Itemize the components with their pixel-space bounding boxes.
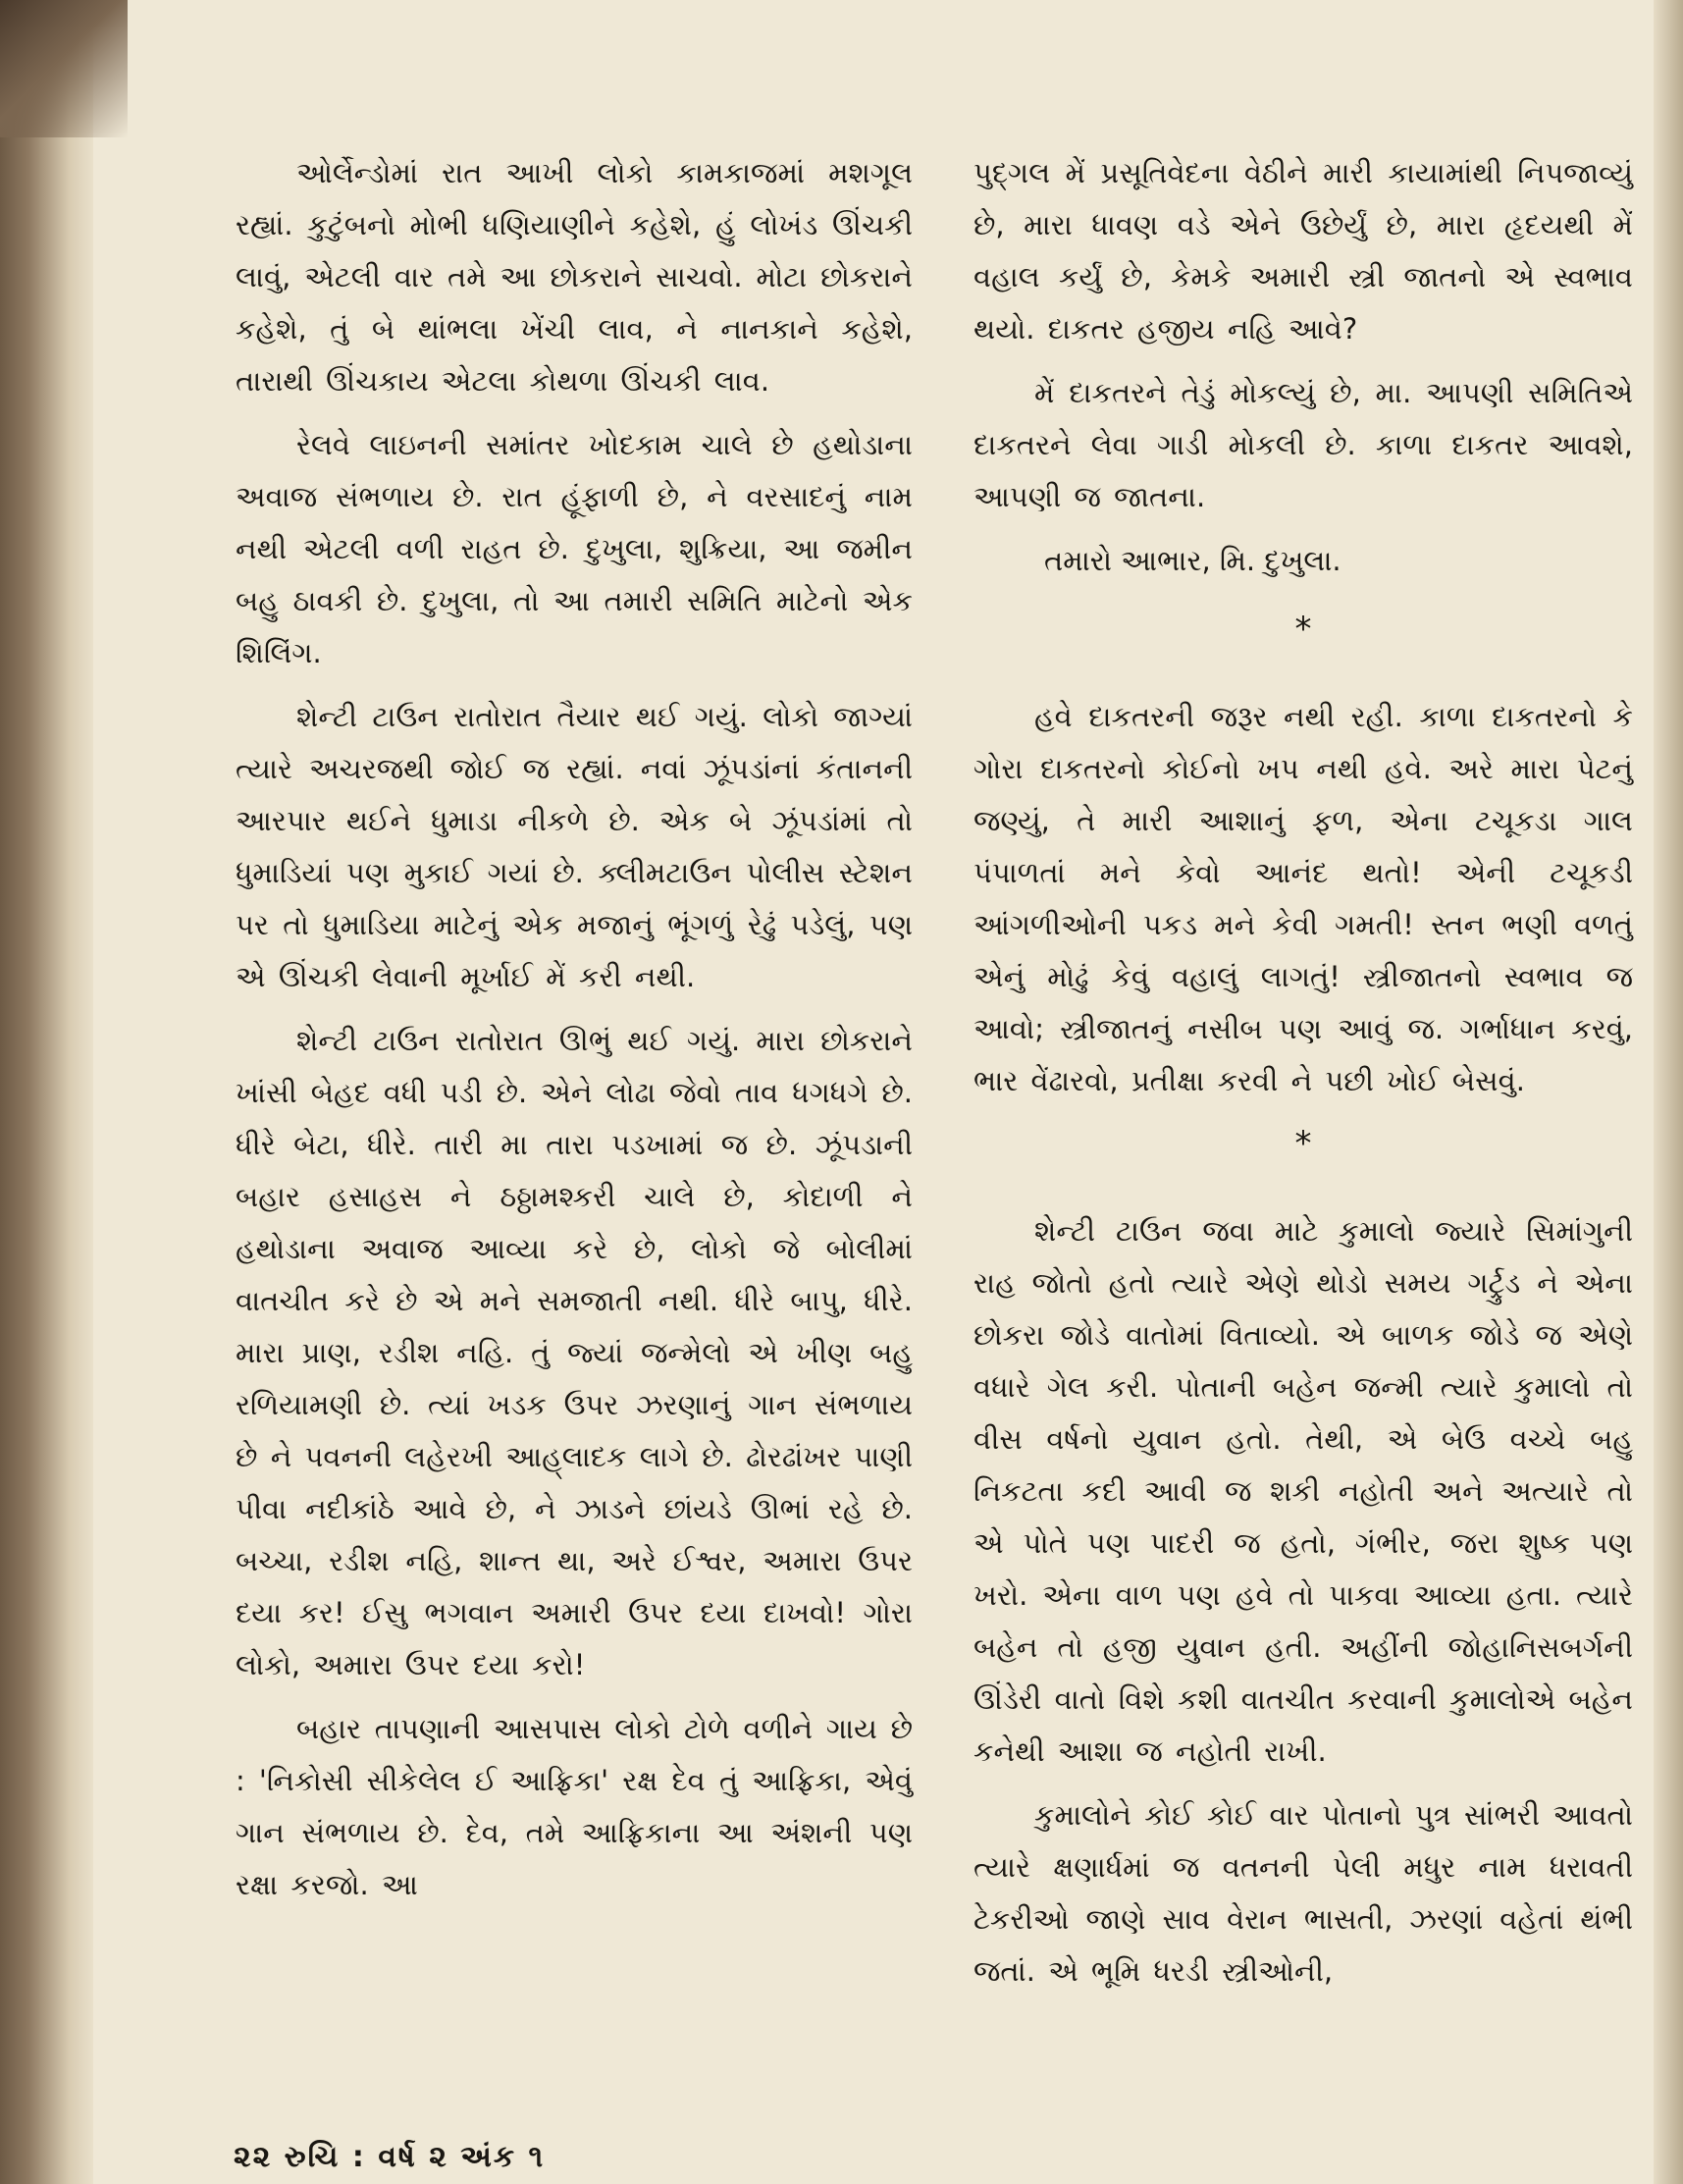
- right-paragraph-1: પુદ્‌ગલ મેં પ્રસૂતિવેદના વેઠીને મારી કાયામાંથી નિપજાવ્યું છે, મારા ધાવણ વડે એને ઉછેર્યું છે, મારા હૃદયથી મેં વહાલ કર્યું છે, કેમકે અમારી સ્ત્રી જાતનો એ સ્વભાવ થયો. દાકતર હજીય નહિ આવે?: [973, 156, 1633, 346]
- page-footer: ૨૨ રુચિ : વર્ષ ૨ અંક ૧: [234, 2140, 546, 2174]
- signoff-line: તમારો આભાર, મિ. દુખુલા.: [1044, 544, 1341, 577]
- right-text-column: [973, 147, 1633, 2009]
- right-paragraph-4: શેન્ટી ટાઉન જવા માટે કુમાલો જ્યારે સિમાંગુની રાહ જોતો હતો ત્યારે એણે થોડો સમય ગર્ટ્રુડ ને એના છોકરા જોડે વાતોમાં વિતાવ્યો. એ બાળક જોડે જ એણે વધારે ગેલ કરી. પોતાની બહેન જન્મી ત્યારે કુમાલો તો વીસ વર્ષનો યુવાન હતો. તેથી, એ બેઉ વચ્ચે બહુ નિકટતા કદી આવી જ શકી નહોતી અને અત્યારે તો એ પોતે પણ પાદરી જ હતો, ગંભીર, જરા શુષ્ક પણ ખરો. એના વાળ પણ હવે તો પાકવા આવ્યા હતા. ત્યારે બહેન તો હજી યુવાન હતી. અહીંની જોહાનિસબર્ગની ઊંડેરી વાતો વિશે કશી વાતચીત કરવાની કુમાલોએ બહેન કનેથી આશા જ નહોતી રાખી.: [973, 1214, 1633, 1768]
- right-paragraph-3: હવે દાકતરની જરૂર નથી રહી. કાળા દાકતરનો કે ગોરા દાકતરનો કોઈનો ખપ નથી હવે. અરે મારા પેટનું જણ્યું, તે મારી આશાનું ફળ, એના ટચૂકડા ગાલ પંપાળતાં મને કેવો આનંદ થતો! એની ટચૂકડી આંગળીઓની પકડ મને કેવી ગમતી! સ્તન ભણી વળતું એનું મોઢું કેવું વહાલું લાગતું! સ્ત્રીજાતનો સ્વભાવ જ આવો; સ્ત્રીજાતનું નસીબ પણ આવું જ. ગર્ભાધાન કરવું, ભાર વેંઢારવો, પ્રતીક્ષા કરવી ને પછી ખોઈ બેસવું.: [973, 700, 1633, 1097]
- right-paragraph-2: મેં દાકતરને તેડું મોકલ્યું છે, મા. આપણી સમિતિએ દાકતરને લેવા ગાડી મોકલી છે. કાળા દાકતર આવશે, આપણી જ જાતના.: [973, 376, 1633, 513]
- section-separator-2: *: [1294, 1124, 1312, 1163]
- page-left-edge-shadow: [0, 0, 93, 2184]
- left-paragraph-1: ઓર્લેન્ડોમાં રાત આખી લોકો કામકાજમાં મશગૂલ રહ્યાં. કુટુંબનો મોભી ધણિયાણીને કહેશે, હું લોખંડ ઊંચકી લાવું, એટલી વાર તમે આ છોકરાને સાચવો. મોટા છોકરાને કહેશે, તું બે થાંભલા ખેંચી લાવ, ને નાનકાને કહેશે, તારાથી ઊંચકાય એટલા કોથળા ઊંચકી લાવ.: [236, 156, 913, 398]
- section-separator-1: *: [1294, 610, 1312, 649]
- left-text-column: [236, 147, 913, 1923]
- left-paragraph-4: શેન્ટી ટાઉન રાતોરાત ઊભું થઈ ગયું. મારા છોકરાને ખાંસી બેહદ વધી પડી છે. એને લોઢા જેવો તાવ ધગધગે છે. ધીરે બેટા, ધીરે. તારી મા તારા પડખામાં જ છે. ઝૂંપડાની બહાર હસાહસ ને ઠઠ્ઠામશ્કરી ચાલે છે, કોદાળી ને હથોડાના અવાજ આવ્યા કરે છે, લોકો જે બોલીમાં વાતચીત કરે છે એ મને સમજાતી નથી. ધીરે બાપુ, ધીરે. મારા પ્રાણ, રડીશ નહિ. તું જ્યાં જન્મેલો એ ખીણ બહુ રળિયામણી છે. ત્યાં ખડક ઉપર ઝરણાનું ગાન સંભળાય છે ને પવનની લહેરખી આહ્‌લાદક લાગે છે. ઢોરઢાંખર પાણી પીવા નદીકાંઠે આવે છે, ને ઝાડને છાંયડે ઊભાં રહે છે. બચ્ચા, રડીશ નહિ, શાન્ત થા, અરે ઈશ્વર, અમારા ઉપર દયા કર! ઈસુ ભગવાન અમારી ઉપર દયા દાખવો! ગોરા લોકો, અમારા ઉપર દયા કરો!: [236, 1024, 913, 1681]
- left-paragraph-2: રેલવે લાઇનની સમાંતર ખોદકામ ચાલે છે હથોડાના અવાજ સંભળાય છે. રાત હૂંફાળી છે, ને વરસાદનું નામ નથી એટલી વળી રાહત છે. દુખુલા, શુક્રિયા, આ જમીન બહુ ઠાવકી છે. દુખુલા, તો આ તમારી સમિતિ માટેનો એક શિલિંગ.: [236, 428, 913, 669]
- left-paragraph-3: શેન્ટી ટાઉન રાતોરાત તૈયાર થઈ ગયું. લોકો જાગ્યાં ત્યારે અચરજથી જોઈ જ રહ્યાં. નવાં ઝૂંપડાંનાં કંતાનની આરપાર થઈને ધુમાડા નીકળે છે. એક બે ઝૂંપડાંમાં તો ધુમાડિયાં પણ મુકાઈ ગયાં છે. ક્લીમટાઉન પોલીસ સ્ટેશન પર તો ધુમાડિયા માટેનું એક મજાનું ભૂંગળું રેઢું પડેલું, પણ એ ઊંચકી લેવાની મૂર્ખાઈ મેં કરી નથી.: [236, 700, 913, 993]
- page-torn-corner: [0, 0, 128, 137]
- right-paragraph-5: કુમાલોને કોઈ કોઈ વાર પોતાનો પુત્ર સાંભરી આવતો ત્યારે ક્ષણાર્ધમાં જ વતનની પેલી મધુર નામ ધરાવતી ટેકરીઓ જાણે સાવ વેરાન ભાસતી, ઝરણાં વહેતાં થંભી જતાં. એ ભૂમિ ધરડી સ્ત્રીઓની,: [973, 1798, 1633, 1988]
- page-right-edge: [1654, 0, 1683, 2184]
- left-paragraph-5: બહાર તાપણાની આસપાસ લોકો ટોળે વળીને ગાય છે : 'નિકોસી સીકેલેલ ઈ આફ્રિકા' રક્ષ દેવ તું આફ્રિકા, એવું ગાન સંભળાય છે. દેવ, તમે આફ્રિકાના આ અંશની પણ રક્ષા કરજો. આ: [236, 1712, 913, 1901]
